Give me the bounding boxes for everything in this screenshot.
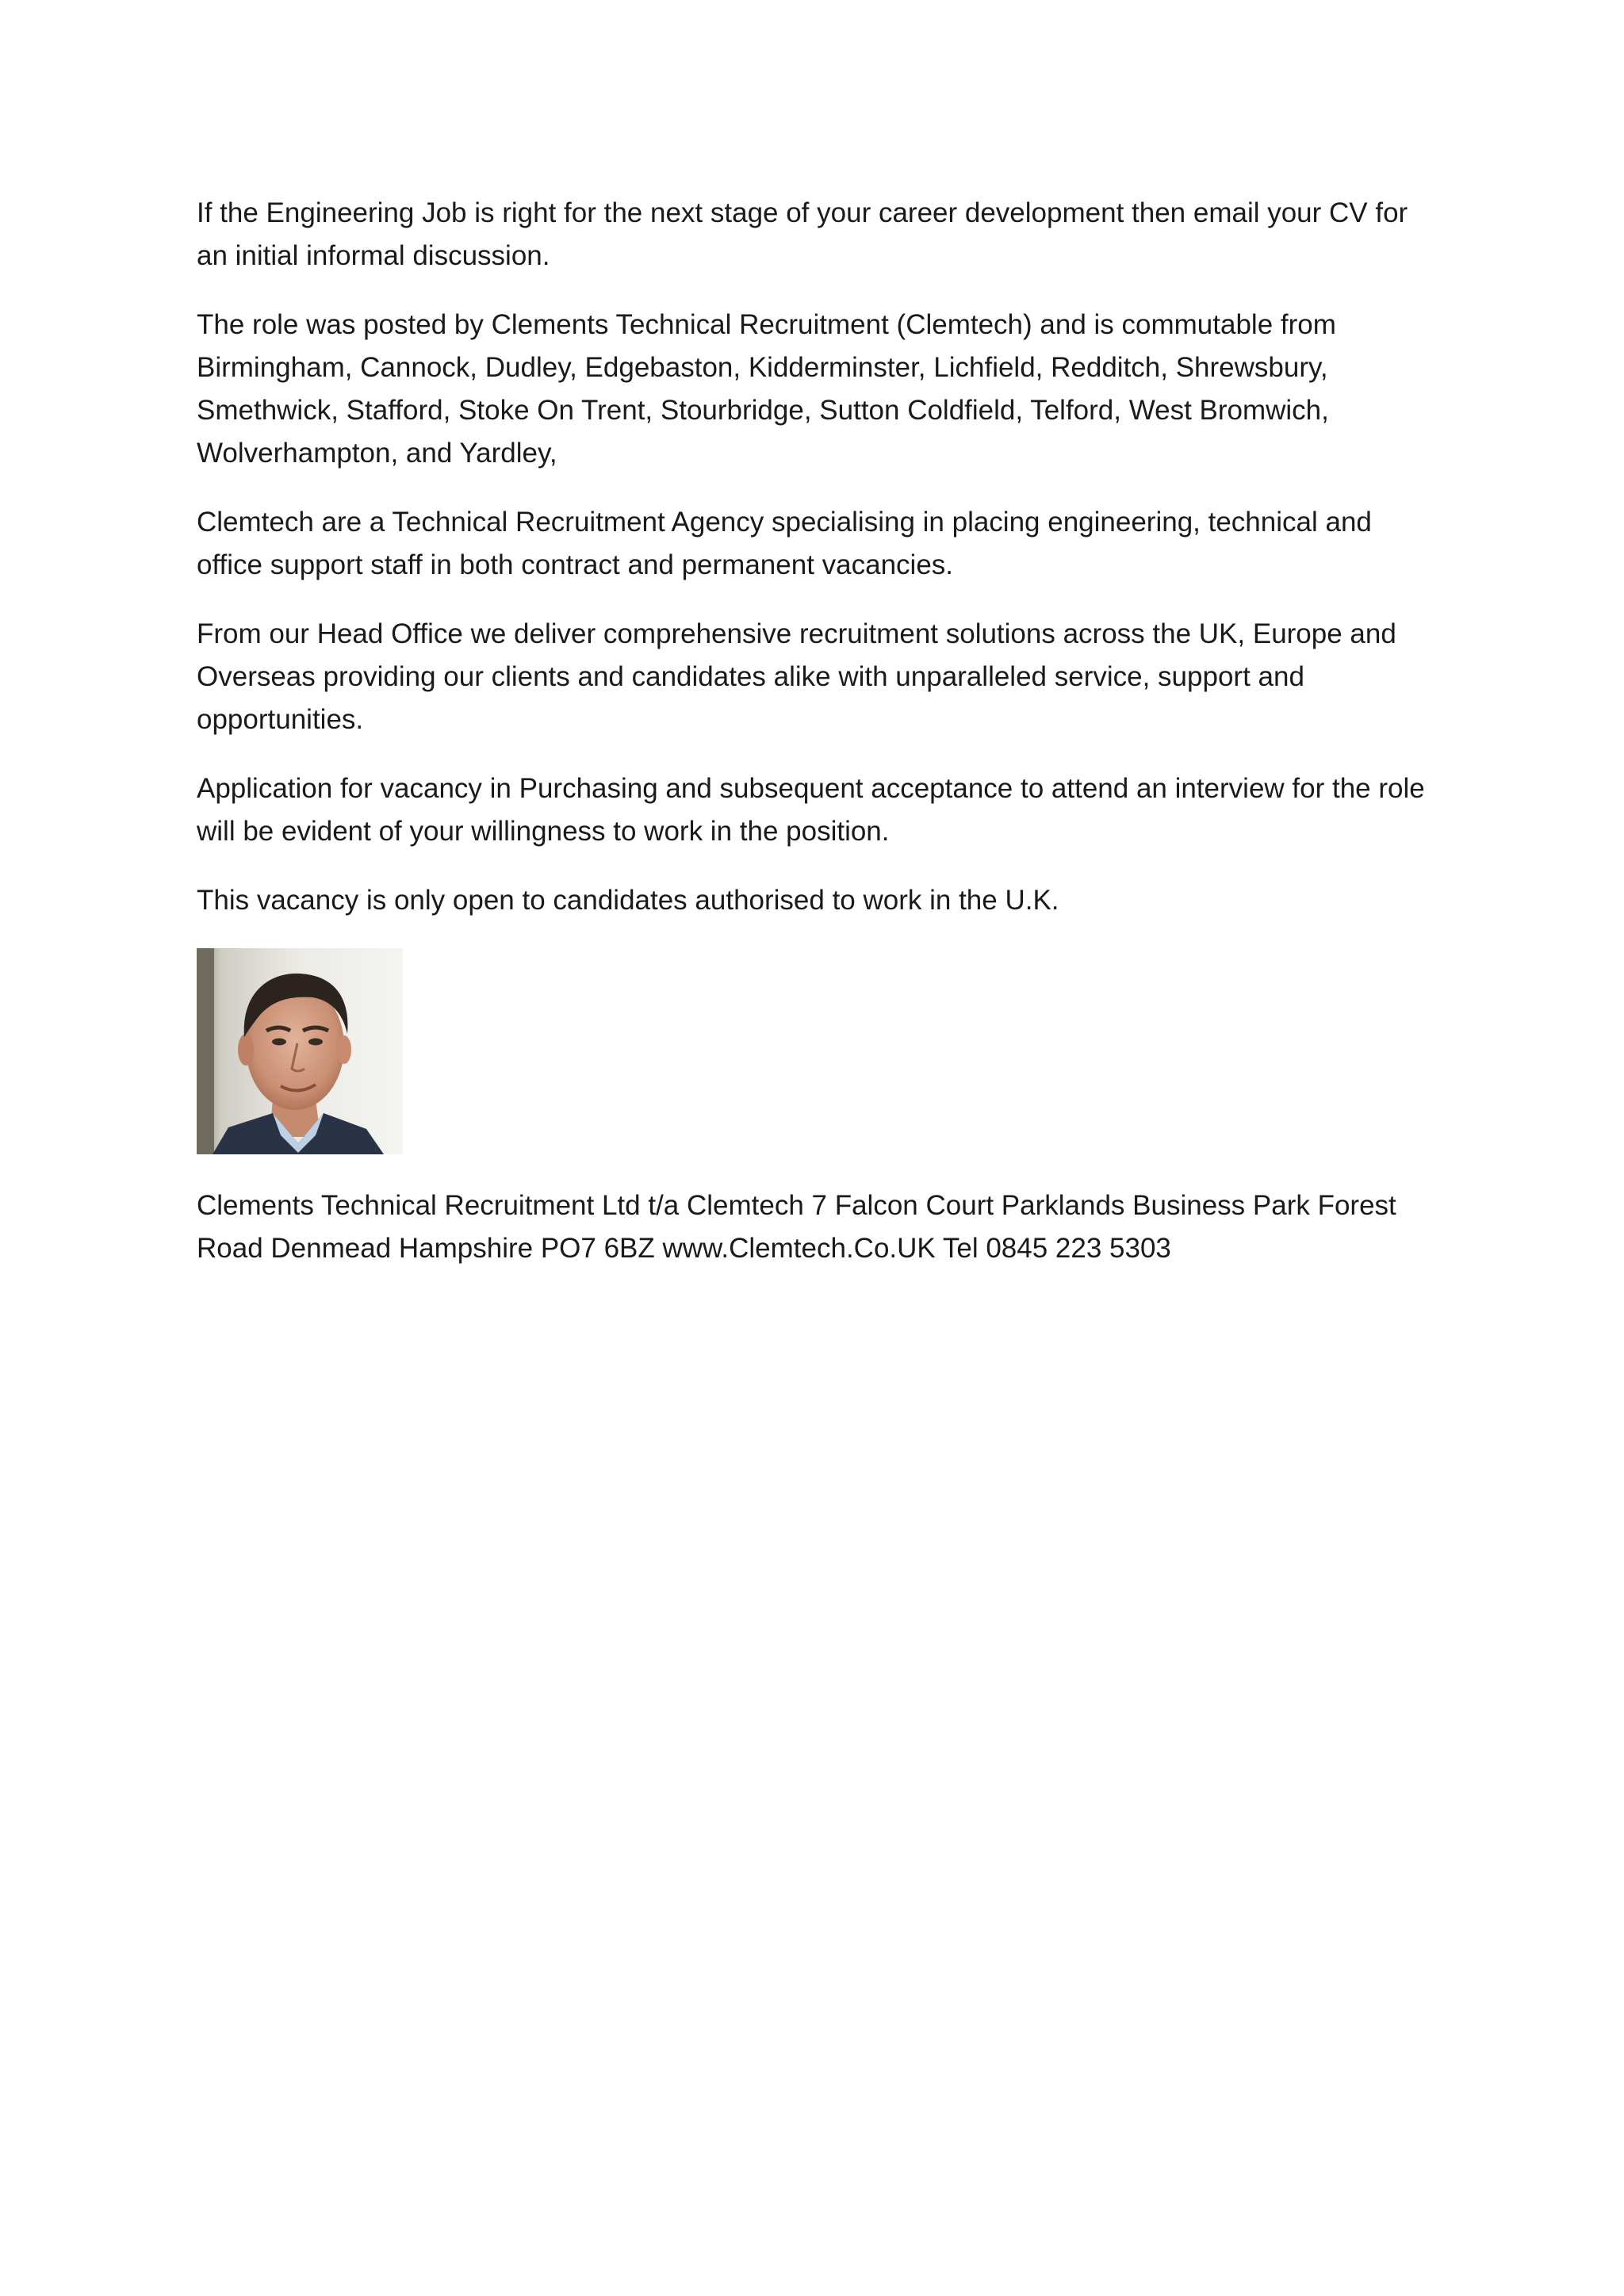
document-body [197, 192, 1442, 1296]
consultant-photo [197, 948, 403, 1154]
paragraph-head-office: From our Head Office we deliver comprehensive recruitment solutions across the UK, Europe and Overseas providing our clients and candidates alike with unparalleled service, support and opportunities. [197, 618, 1396, 735]
paragraph-role-location: The role was posted by Clements Technical Recruitment (Clemtech) and is commutable from Birmingham, Cannock, Dudley, Edgebaston, Kidderminster, Lichfield, Redditch, Shrewsbury, Smethwick, Stafford, Stoke On Trent, Stourbridge, Sutton Coldfield, Telford, West Bromwich, Wolverhampton, and Yardley, [197, 309, 1336, 469]
paragraph-agency: Clemtech are a Technical Recruitment Agency specialising in placing engineering, technical and office support staff in both contract and permanent vacancies. [197, 507, 1372, 580]
paragraph-authorisation: This vacancy is only open to candidates authorised to work in the U.K. [197, 885, 1059, 916]
company-contact-details: Clements Technical Recruitment Ltd t/a Clemtech 7 Falcon Court Parklands Business Park Forest Road Denmead Hampshire PO7 6BZ www.Clemtech.Co.UK Tel 0845 223 5303 [197, 1190, 1396, 1264]
paragraph-interview: Application for vacancy in Purchasing and subsequent acceptance to attend an interview for the role will be evident of your willingness to work in the position. [197, 773, 1425, 847]
paragraph-application: If the Engineering Job is right for the next stage of your career development then email your CV for an initial informal discussion. [197, 197, 1408, 271]
